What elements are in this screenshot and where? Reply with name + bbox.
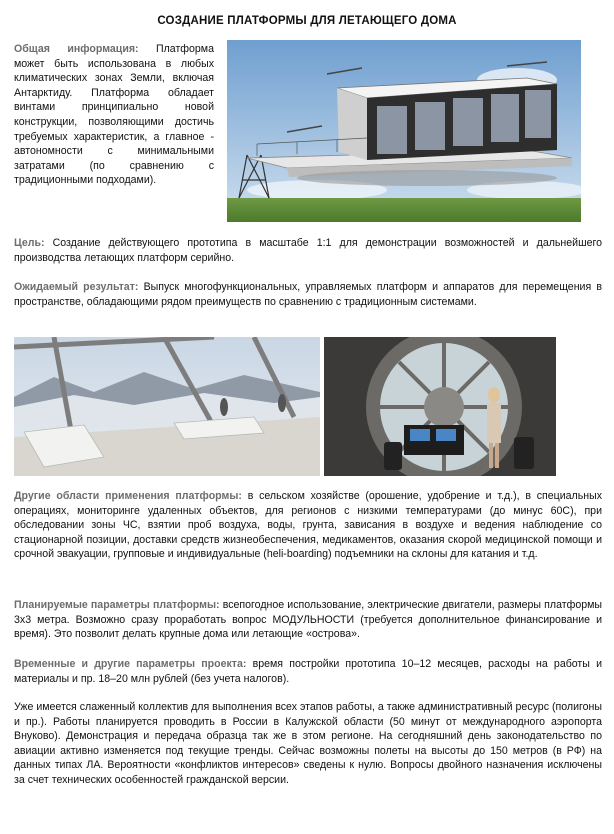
flying-house-image <box>227 40 581 222</box>
general-info-paragraph <box>14 42 214 188</box>
application-areas-paragraph <box>14 489 602 562</box>
goal-label: Цель: <box>14 237 45 249</box>
result-label: Ожидаемый результат: <box>14 281 139 293</box>
goal-text: Создание действующего прототипа в масштабе 1:1 для демонстрации возможностей и дальнейшего производства летающих платформ серийно. <box>14 237 603 264</box>
project-timing-text: время постройки прототипа 10–12 месяцев, расходы на работы и материалы и пр. 18–20 млн рублей (без учета налогов). <box>14 658 602 685</box>
project-timing-label: Временные и другие параметры проекта: <box>14 658 247 670</box>
interior-lounge-image <box>14 337 320 476</box>
application-areas-label: Другие области применения платформы: <box>14 490 242 502</box>
page-title: СОЗДАНИЕ ПЛАТФОРМЫ ДЛЯ ЛЕТАЮЩЕГО ДОМА <box>157 15 457 27</box>
cockpit-image <box>324 337 556 476</box>
application-areas-text: в сельском хозяйстве (орошение, удобрение и т.д.), в специальных операциях, мониторинге удаленных объектов, для регионов с низкими температурами (до минус 60С), при обследовании зоны ЧС, взятии проб воздуха, воды, грунта, зависания в воздухе и ведения наблюдение со стационарной позиции, доставки средств жизнеобеспечения, медикаментов, оказания скорой медицинской помощи и срочной эвакуации, групповые и индивидуальные (heli-boarding) подъемники на склоны для катания и т.д. <box>14 490 602 561</box>
result-paragraph <box>14 280 602 309</box>
general-info-label: Общая информация: <box>14 43 139 55</box>
platform-params-text: всепогодное использование, электрические двигатели, размеры платформы 3х3 метра. Возможно сразу проработать вопрос МОДУЛЬНОСТИ (требуется дополнительное финансирование и время). Это позволит делать крупные дома или летающие «острова». <box>14 599 602 641</box>
platform-params-label: Планируемые параметры платформы: <box>14 599 220 611</box>
team-paragraph: Уже имеется слаженный коллектив для выполнения всех этапов работы, а также административный ресурс (полигоны и пр.). Работы планируется проводить в России в Калужской области (50 минут от международного аэропорта Внуково). Демонстрация и передача образца так же в этом регионе. На сегодняшний день законодательство по авиации активно изменяется под текущие тренды. Сейчас возможны полеты на высоты до 150 метров (в РФ) на данных типах ЛА. Вероятности «конфликтов интересов» сведены к нулю. Вопросы двойного назначения исключены за счет технических особенностей гражданской версии. <box>14 701 602 786</box>
result-text: Выпуск многофункциональных, управляемых платформ и аппаратов для перемещения в пространстве, обладающими рядом преимуществ по сравнению с традиционным системами. <box>14 281 602 308</box>
goal-paragraph <box>14 236 602 265</box>
project-timing-paragraph <box>14 657 602 686</box>
platform-params-paragraph <box>14 598 602 642</box>
general-info-text: Платформа может быть использована в любых климатических зонах Земли, включая Антарктиду. Платформа обладает винтами принципиально новой конструкции, позволяющими достичь требуемых характеристик, а главное - автономности с минимальными затратами (по сравнению с традиционными подходами). <box>14 43 214 187</box>
